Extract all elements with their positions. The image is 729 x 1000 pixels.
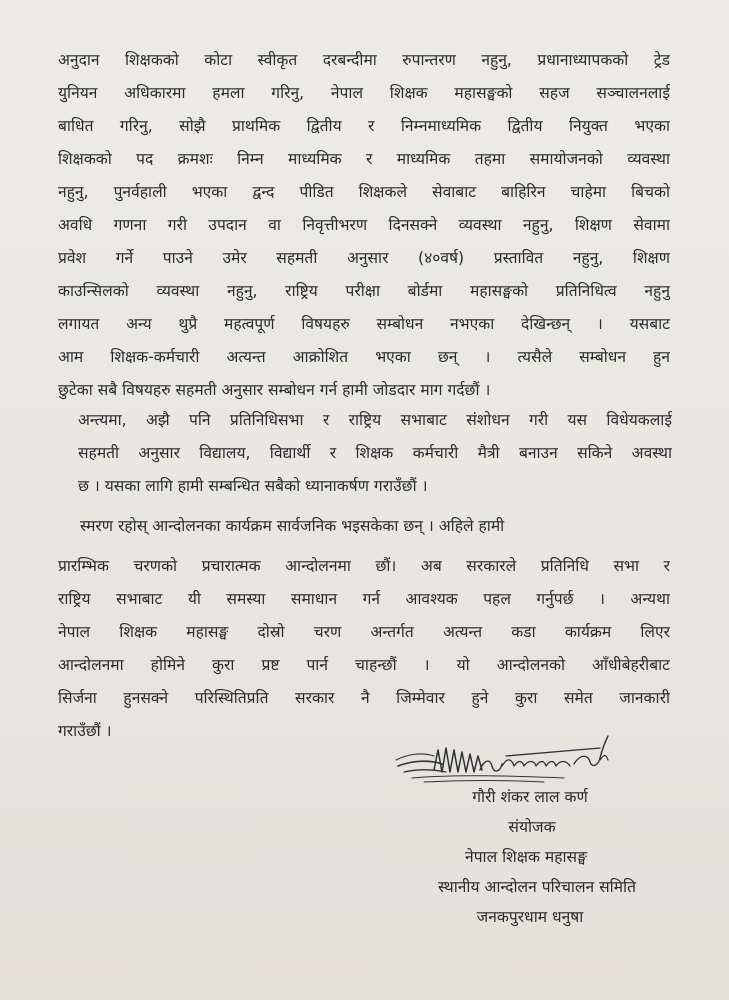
text-line: छुटेका सबै विषयहरु सहमती अनुसार सम्बोधन गर्न हामी जोडदार माग गर्दछौं । [58, 381, 491, 399]
signatory-organization: नेपाल शिक्षक महासङ्घ [465, 848, 587, 866]
text-line: बाधित गरिनु, सोझै प्राथमिक द्वितीय र निम्नमाध्यमिक द्वितीय नियुक्त भएका [58, 117, 670, 135]
signatory-name: गौरी शंकर लाल कर्ण [472, 788, 588, 806]
text-line: नहुनु, पुनर्वहाली भएका द्वन्द पीडित शिक्षकले सेवाबाट बाहिरिन चाहेमा बिचको [58, 183, 670, 201]
paragraph-reminder [80, 510, 670, 543]
text-line: नेपाल शिक्षक महासङ्घ दोस्रो चरण अन्तर्गत अत्यन्त कडा कार्यक्रम लिएर [58, 623, 670, 641]
signatory-role: संयोजक [508, 818, 556, 836]
text-line: आन्दोलनमा होमिने कुरा प्रष्ट पार्न चाहन्छौं । यो आन्दोलनको आँधीबेहरीबाट [58, 656, 670, 674]
text-line: सिर्जना हुनसक्ने परिस्थितिप्रति सरकार नै जिम्मेवार हुने कुरा समेत जानकारी [58, 689, 670, 707]
text-line: राष्ट्रिय सभाबाट यी समस्या समाधान गर्न आवश्यक पहल गर्नुपर्छ । अन्यथा [58, 590, 670, 608]
text-line: आम शिक्षक-कर्मचारी अत्यन्त आक्रोशित भएका छन् । त्यसैले सम्बोधन हुन [58, 348, 670, 366]
text-line: शिक्षकको पद क्रमशः निम्न माध्यमिक र माध्यमिक तहमा समायोजनको व्यवस्था [58, 150, 670, 168]
paragraph-conclusion [78, 404, 672, 503]
signatory-block [390, 782, 680, 932]
paragraph-demands [58, 44, 670, 407]
signatory-place: जनकपुरधाम धनुषा [476, 908, 584, 926]
text-line: प्रवेश गर्ने पाउने उमेर सहमती अनुसार (४०वर्ष) प्रस्तावित नहुनु, शिक्षण [58, 249, 670, 267]
paragraph-warning [58, 550, 670, 748]
signatory-committee: स्थानीय आन्दोलन परिचालन समिति [438, 878, 636, 896]
text-line: अन्त्यमा, अझै पनि प्रतिनिधिसभा र राष्ट्रिय सभाबाट संशोधन गरी यस विधेयकलाई [78, 411, 672, 429]
text-line: छ । यसका लागि हामी सम्बन्धित सबैको ध्यानाकर्षण गराउँछौं । [78, 477, 428, 495]
text-line: प्रारम्भिक चरणको प्रचारात्मक आन्दोलनमा छौं। अब सरकारले प्रतिनिधि सभा र [58, 557, 670, 575]
text-line: लगायत अन्य थुप्रै महत्वपूर्ण विषयहरु सम्बोधन नभएका देखिन्छन् । यसबाट [58, 315, 670, 333]
text-line: अनुदान शिक्षकको कोटा स्वीकृत दरबन्दीमा रुपान्तरण नहुनु, प्रधानाध्यापकको ट्रेड [58, 51, 670, 69]
text-line: सहमती अनुसार विद्यालय, विद्यार्थी र शिक्षक कर्मचारी मैत्री बनाउन सकिने अवस्था [78, 444, 672, 462]
text-line: अवधि गणना गरी उपदान वा निवृत्तीभरण दिनसक्ने व्यवस्था नहुनु, शिक्षण सेवामा [58, 216, 670, 234]
text-line: युनियन अधिकारमा हमला गरिनु, नेपाल शिक्षक महासङ्घको सहज सञ्चालनलाई [58, 84, 670, 102]
text-line: काउन्सिलको व्यवस्था नहुनु, राष्ट्रिय परीक्षा बोर्डमा महासङ्घको प्रतिनिधित्व नहुनु [58, 282, 670, 300]
text-line: गराउँछौं । [58, 722, 112, 740]
text-line: स्मरण रहोस् आन्दोलनका कार्यक्रम सार्वजनिक भइसकेका छन् । अहिले हामी [80, 517, 505, 535]
